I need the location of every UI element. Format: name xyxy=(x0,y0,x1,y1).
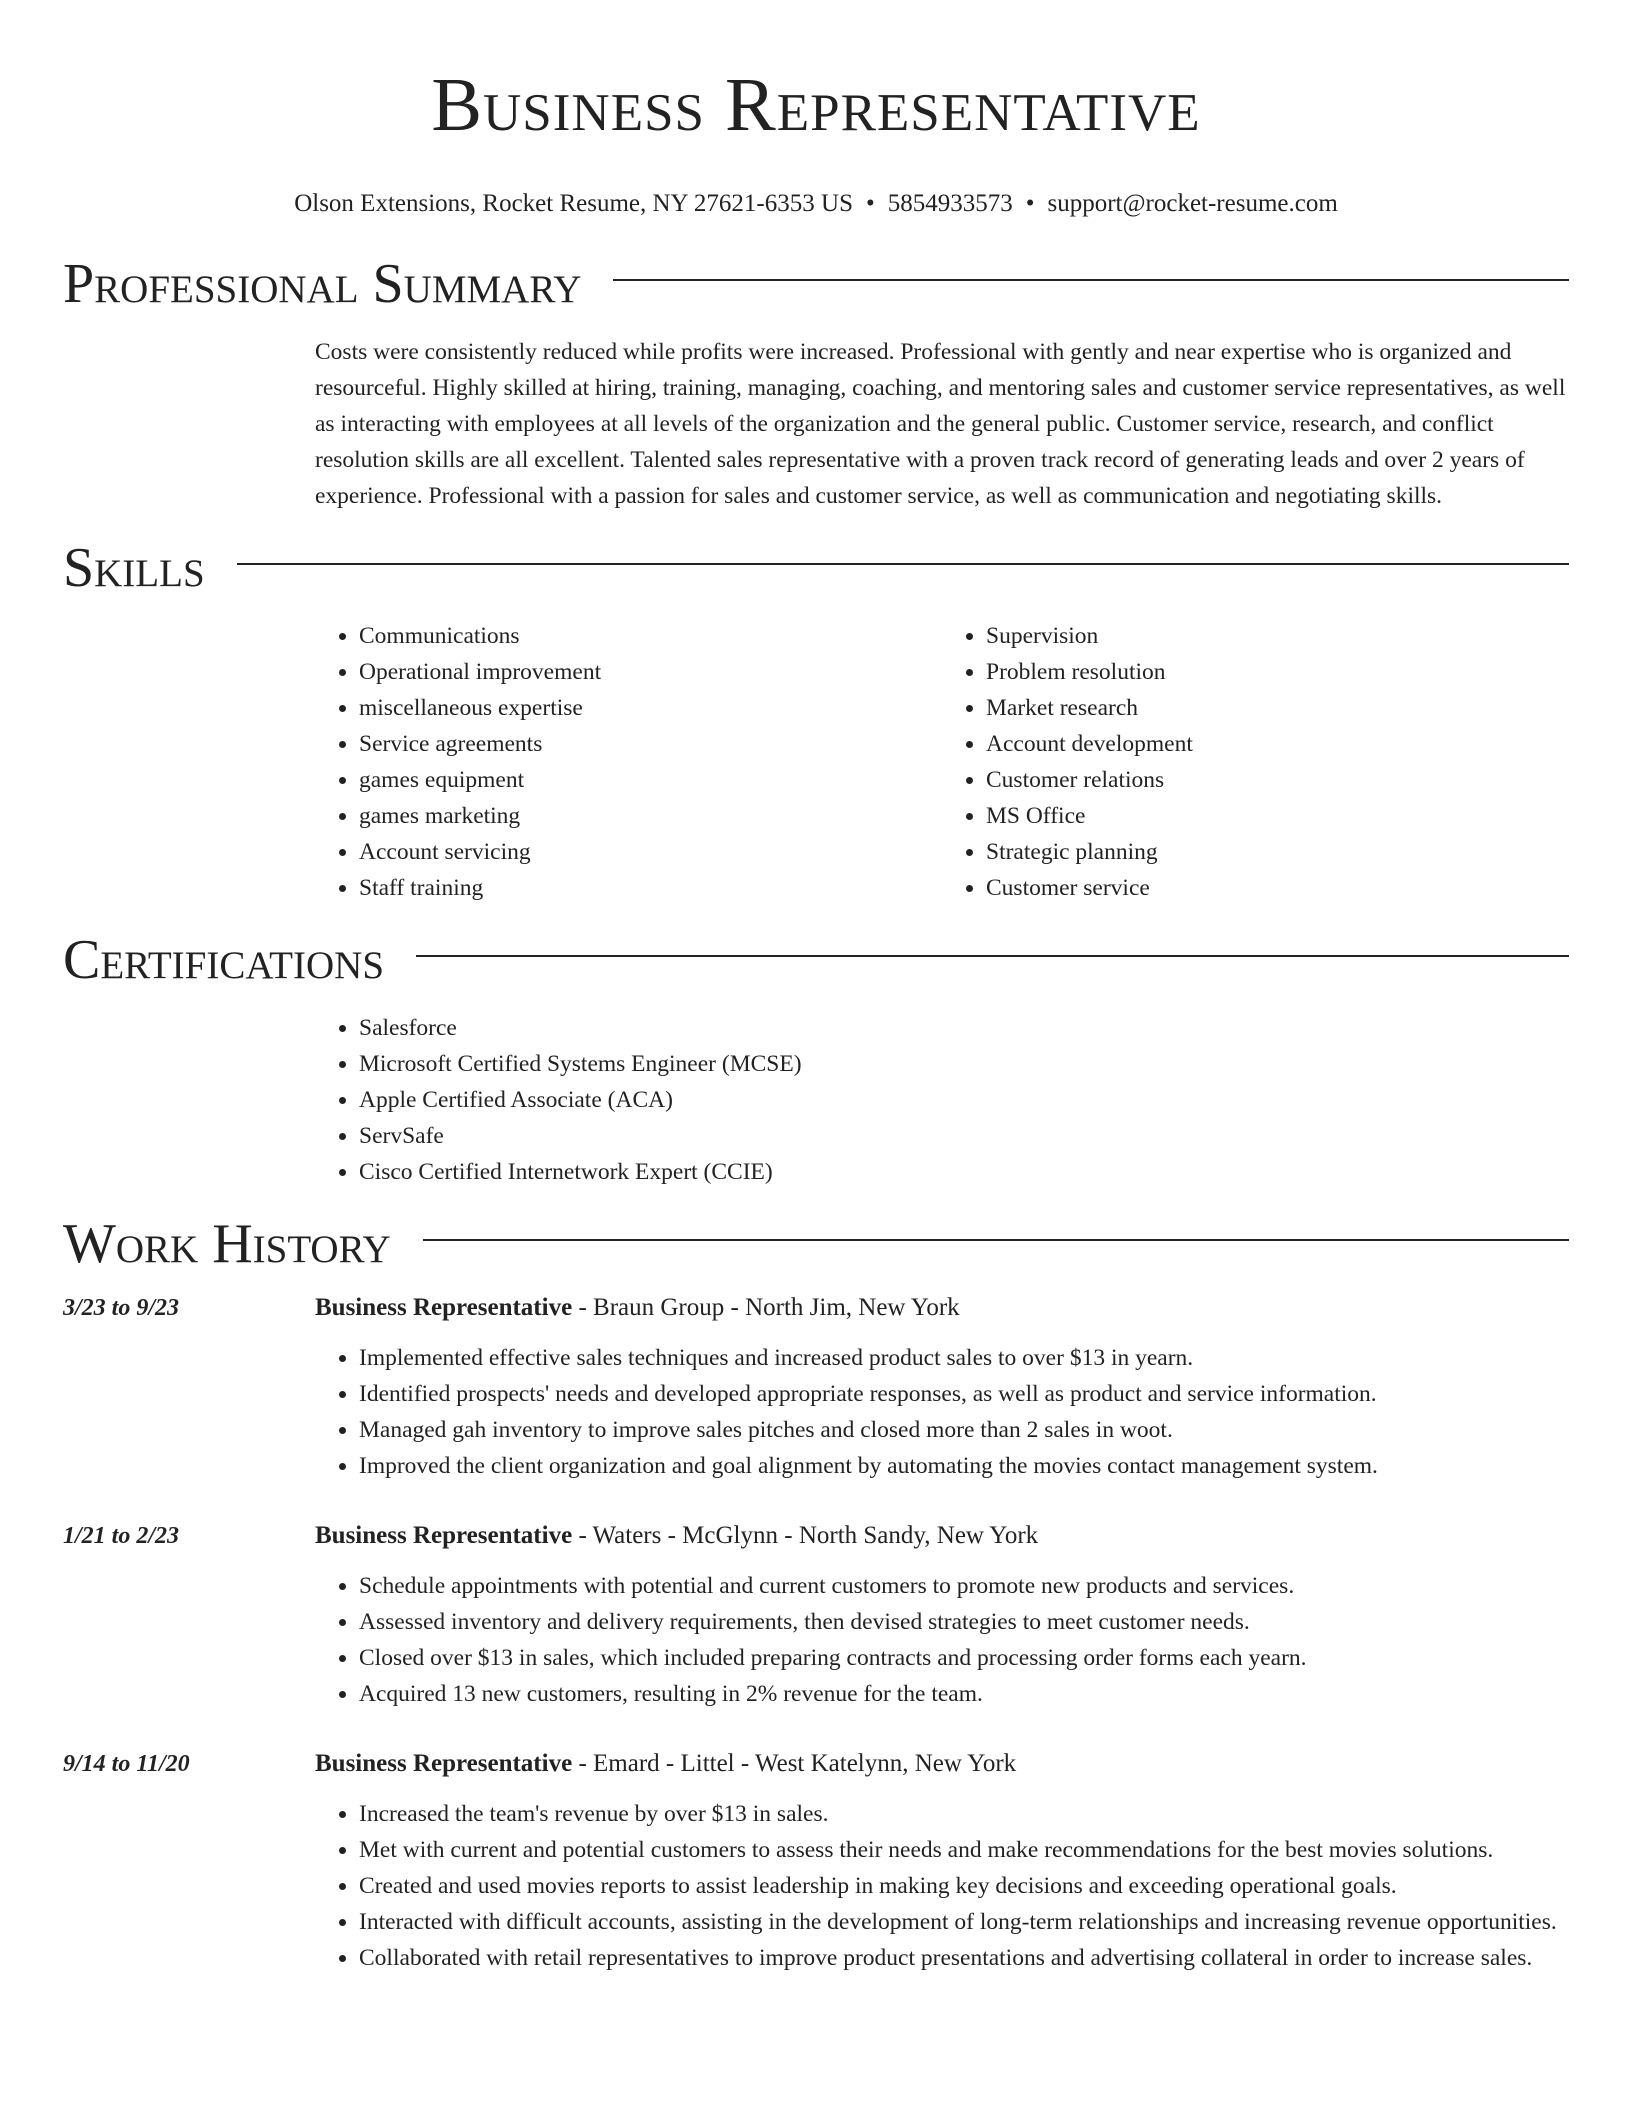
job-entry xyxy=(63,1746,1569,1976)
job-title-line xyxy=(315,1518,1569,1554)
work-section-title: Work History xyxy=(63,1213,391,1275)
work-section-header xyxy=(63,1214,1569,1274)
skill-item: • Supervision xyxy=(986,618,1569,654)
job-bullet: • Managed gah inventory to improve sales pitches and closed more than 2 sales in woot. xyxy=(359,1412,1569,1448)
job-bullet: • Improved the client organization and goal alignment by automating the movies contact management system. xyxy=(359,1448,1569,1484)
skill-item: • Customer service xyxy=(986,870,1569,906)
skill-item: • Market research xyxy=(986,690,1569,726)
job-bullets xyxy=(315,1568,1569,1712)
resume-name: Business Representative xyxy=(431,63,1201,147)
skills-list-left xyxy=(315,618,942,906)
job-main xyxy=(315,1290,1569,1484)
skills-grid xyxy=(315,618,1569,906)
job-bullet: • Implemented effective sales techniques and increased product sales to over $13 in yearn. xyxy=(359,1340,1569,1376)
job-bullets xyxy=(315,1340,1569,1484)
job-bullet: • Closed over $13 in sales, which included preparing contracts and processing order forms each yearn. xyxy=(359,1640,1569,1676)
job-dates: 3/23 to 9/23 xyxy=(63,1295,180,1321)
job-main xyxy=(315,1746,1569,1976)
skill-item: • Customer relations xyxy=(986,762,1569,798)
section-divider xyxy=(423,1239,1569,1241)
skills-body xyxy=(315,618,1569,906)
contact-email: support@rocket-resume.com xyxy=(1047,190,1338,217)
skill-item: • Problem resolution xyxy=(986,654,1569,690)
skill-item: • Staff training xyxy=(359,870,942,906)
contact-address: Olson Extensions, Rocket Resume, NY 27621-6353 US xyxy=(294,190,853,217)
certification-item: • Microsoft Certified Systems Engineer (MCSE) xyxy=(359,1046,1569,1082)
job-bullet: • Collaborated with retail representatives to improve product presentations and advertising collateral in order to increase sales. xyxy=(359,1940,1569,1976)
job-bullets xyxy=(315,1796,1569,1976)
job-title: Business Representative xyxy=(315,1522,573,1549)
job-dates: 9/14 to 11/20 xyxy=(63,1751,190,1777)
skill-item: • Account development xyxy=(986,726,1569,762)
certifications-body xyxy=(315,1010,1569,1190)
skills-section-header xyxy=(63,538,1569,598)
certification-item: • Apple Certified Associate (ACA) xyxy=(359,1082,1569,1118)
job-dates: 1/21 to 2/23 xyxy=(63,1523,180,1549)
job-bullet: • Acquired 13 new customers, resulting in 2% revenue for the team. xyxy=(359,1676,1569,1712)
certification-item: • Salesforce xyxy=(359,1010,1569,1046)
summary-section-header xyxy=(63,254,1569,314)
certification-item: • Cisco Certified Internetwork Expert (CCIE) xyxy=(359,1154,1569,1190)
job-title-line xyxy=(315,1290,1569,1326)
certification-item: • ServSafe xyxy=(359,1118,1569,1154)
skill-item: • Service agreements xyxy=(359,726,942,762)
job-bullet: • Identified prospects' needs and developed appropriate responses, as well as product and service information. xyxy=(359,1376,1569,1412)
skill-item: • Strategic planning xyxy=(986,834,1569,870)
contact-separator: • xyxy=(1025,190,1035,217)
job-employer: - Waters - McGlynn - North Sandy, New York xyxy=(572,1522,1039,1549)
skill-item: • games equipment xyxy=(359,762,942,798)
section-divider xyxy=(613,279,1569,281)
skills-section-title: Skills xyxy=(63,537,205,599)
job-bullet: • Created and used movies reports to assist leadership in making key decisions and exceeding operational goals. xyxy=(359,1868,1569,1904)
section-divider xyxy=(237,563,1569,565)
job-employer: - Braun Group - North Jim, New York xyxy=(572,1294,960,1321)
job-main xyxy=(315,1518,1569,1712)
certifications-section-title: Certifications xyxy=(63,929,385,991)
job-bullet: • Assessed inventory and delivery requirements, then devised strategies to meet customer needs. xyxy=(359,1604,1569,1640)
skill-item: • Operational improvement xyxy=(359,654,942,690)
job-entry xyxy=(63,1518,1569,1712)
job-entry xyxy=(63,1290,1569,1484)
job-title-line xyxy=(315,1746,1569,1782)
summary-body xyxy=(315,334,1569,514)
job-title: Business Representative xyxy=(315,1750,573,1777)
job-employer: - Emard - Littel - West Katelynn, New York xyxy=(572,1750,1017,1777)
skill-item: • Account servicing xyxy=(359,834,942,870)
certifications-section-header xyxy=(63,930,1569,990)
contact-separator: • xyxy=(865,190,875,217)
contact-phone: 5854933573 xyxy=(887,190,1013,217)
job-bullet: • Interacted with difficult accounts, assisting in the development of long-term relationships and increasing revenue opportunities. xyxy=(359,1904,1569,1940)
skill-item: • miscellaneous expertise xyxy=(359,690,942,726)
skill-item: • Communications xyxy=(359,618,942,654)
job-bullet: • Increased the team's revenue by over $13 in sales. xyxy=(359,1796,1569,1832)
job-title: Business Representative xyxy=(315,1294,573,1321)
certifications-list xyxy=(315,1010,1569,1190)
skills-list-right xyxy=(942,618,1569,906)
job-bullet: • Schedule appointments with potential and current customers to promote new products and services. xyxy=(359,1568,1569,1604)
skill-item: • games marketing xyxy=(359,798,942,834)
job-bullet: • Met with current and potential customers to assess their needs and make recommendations for the best movies solutions. xyxy=(359,1832,1569,1868)
summary-text: Costs were consistently reduced while profits were increased. Professional with gently and near expertise who is organized and resourceful. Highly skilled at hiring, training, managing, coaching, and mentoring sales and customer service representatives, as well as interacting with employees at all levels of the organization and the general public. Customer service, research, and conflict resolution skills are all excellent. Talented sales representative with a proven track record of generating leads and over 2 years of experience. Professional with a passion for sales and customer service, as well as communication and negotiating skills. xyxy=(315,339,1566,509)
skill-item: • MS Office xyxy=(986,798,1569,834)
section-divider xyxy=(416,955,1569,957)
contact-line xyxy=(0,188,1632,220)
summary-section-title: Professional Summary xyxy=(63,253,582,315)
